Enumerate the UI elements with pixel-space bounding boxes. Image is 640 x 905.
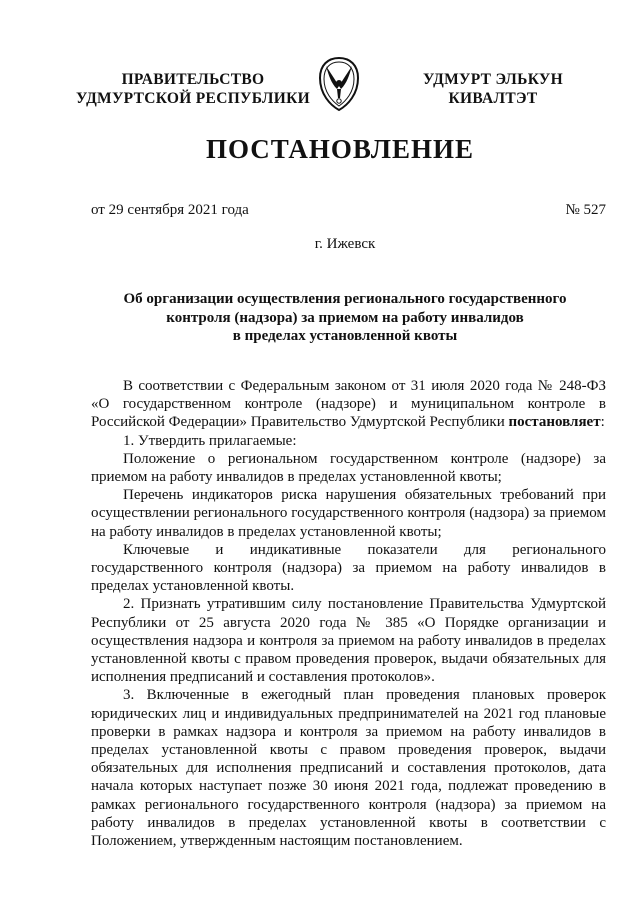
paragraph-item1-c: Ключевые и индикативные показатели для регионального государственного контроля (надзора) за приемом на работу инвалидов в пределах установленной квоты. bbox=[91, 541, 606, 595]
heading-line2: контроля (надзора) за приемом на работу инвалидов bbox=[166, 309, 524, 326]
paragraph-item2: 2. Признать утратившим силу постановление Правительства Удмуртской Республики от 25 августа 2020 года № 385 «О Порядке организации и осуществления надзора и контроля за приемом на работу инвалидов в пределах установленной квоты с правом проведения проверок, выдачи обязательных для исполнения предписаний и составления протоколов». bbox=[91, 596, 606, 686]
paragraph-item3: 3. Включенные в ежегодный план проведения плановых проверок юридических лиц и индивидуальных предпринимателей на 2021 год плановые проверки в рамках надзора и контроля за приемом на работу инвалидов в пределах установленной квоты с правом проведения проверок, выдачи обязательных для исполнения предписаний и составления протоколов, дата начала которых наступает позже 30 июня 2021 года, подлежат проведению в рамках регионального государственного контроля (надзора) за приемом на работу инвалидов в пределах установленной квоты в соответствии с Положением, утвержденным настоящим постановлением. bbox=[91, 687, 606, 850]
document-heading bbox=[90, 290, 600, 346]
paragraph-item1-a: Положение о региональном государственном контроле (надзоре) за приемом на работу инвалидов в пределах установленной квоты; bbox=[91, 450, 606, 486]
document-number: № 527 bbox=[565, 202, 606, 218]
udmurt-coat-of-arms-icon bbox=[316, 56, 362, 112]
document-city: г. Ижевск bbox=[314, 236, 376, 252]
document-title: ПОСТАНОВЛЕНИЕ bbox=[205, 134, 475, 164]
intro-text: В соответствии с Федеральным законом от 31 июля 2020 года № 248-ФЗ «О государственном контроле (надзоре) и муниципальном контроле в Российской Федерации» Правительство Удмуртской Республики bbox=[91, 378, 606, 431]
org-right-line1: УДМУРТ ЭЛЬКУН bbox=[423, 71, 563, 88]
government-name-udmurt bbox=[384, 70, 602, 108]
intro-bold-word: постановляет bbox=[508, 414, 601, 431]
org-left-line1: ПРАВИТЕЛЬСТВО bbox=[121, 71, 265, 88]
org-right-line2: КИВАЛТЭТ bbox=[448, 90, 538, 107]
paragraph-item1-b: Перечень индикаторов риска нарушения обязательных требований при осуществлении регионального государственного контроля (надзора) за приемом на работу инвалидов в пределах установленной квоты; bbox=[91, 487, 606, 540]
paragraph-item1: 1. Утвердить прилагаемые: bbox=[123, 432, 297, 449]
government-name-russian bbox=[58, 70, 328, 108]
intro-end: : bbox=[600, 414, 605, 431]
heading-line3: в пределах установленной квоты bbox=[232, 328, 458, 344]
heading-line1: Об организации осуществления регионального государственного bbox=[123, 291, 567, 307]
org-left-line2: УДМУРТСКОЙ РЕСПУБЛИКИ bbox=[75, 90, 310, 107]
document-date: от 29 сентября 2021 года bbox=[91, 202, 249, 218]
document-body bbox=[91, 377, 606, 850]
paragraph-intro bbox=[91, 377, 606, 432]
